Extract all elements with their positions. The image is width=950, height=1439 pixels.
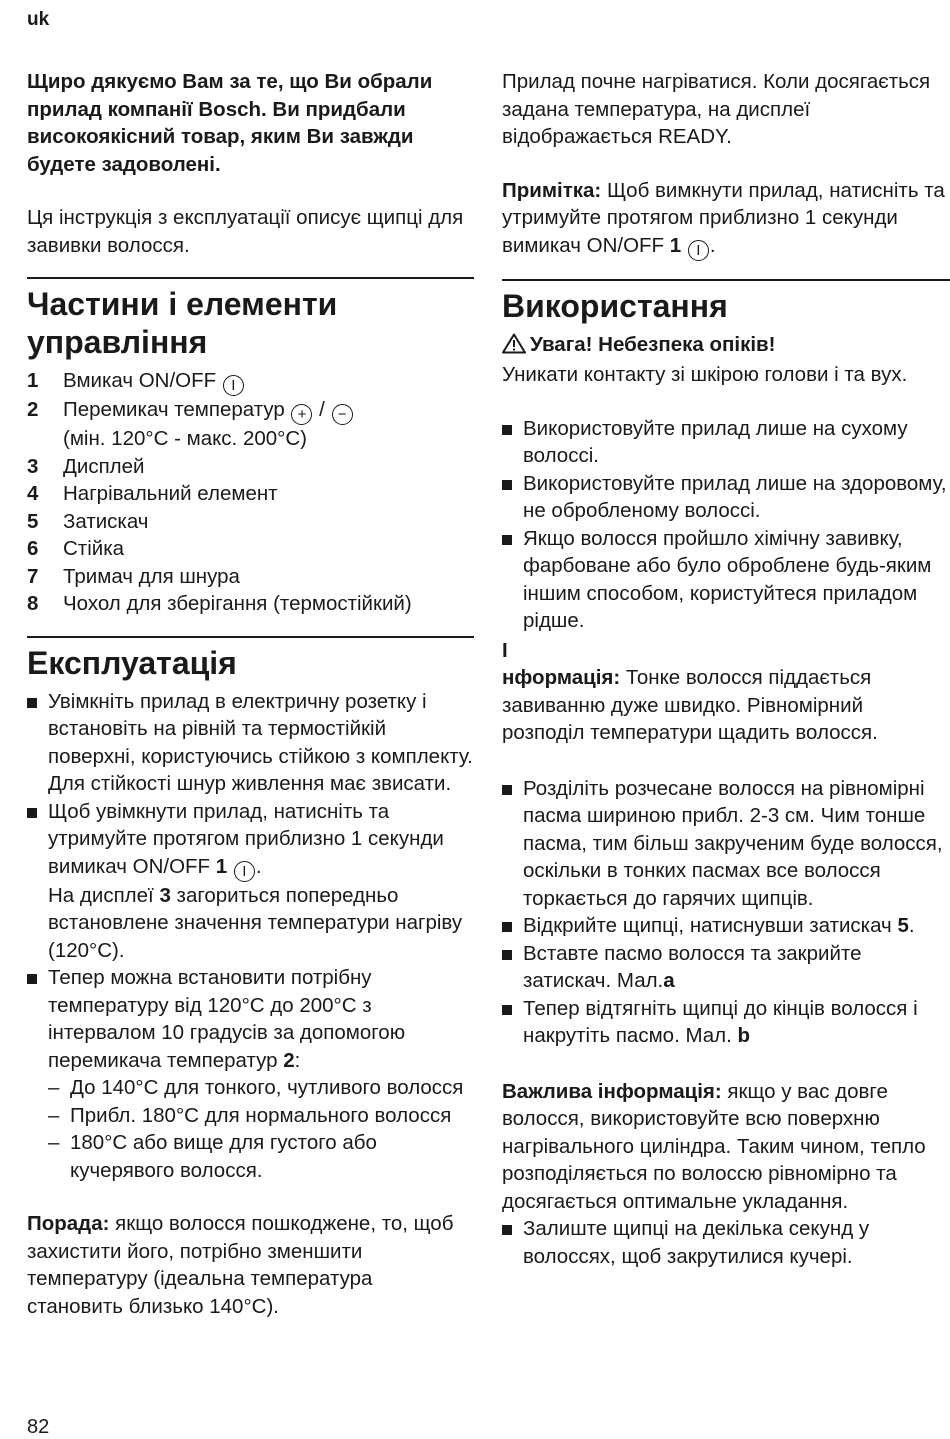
item-text: Затискач <box>63 509 149 533</box>
list-item: Щоб увімкнути прилад, натисніть та утримуйте протягом приблизно 1 секунди вимикач ON/OFF 1 I . На дисплеї 3 загориться попередньо встановлене значення температури нагріву (120°C). <box>27 798 474 965</box>
temperature-list <box>48 1074 474 1184</box>
minus-icon: − <box>332 404 353 425</box>
power-icon: I <box>234 861 255 882</box>
list-item <box>502 995 950 1050</box>
note-label: Примітка: <box>502 178 602 202</box>
section-divider <box>27 636 474 638</box>
power-icon: I <box>223 375 244 396</box>
section-divider <box>502 279 950 281</box>
item-number: 1 <box>669 233 682 257</box>
list-item: Тепер можна встановити потрібну температуру від 120°C до 200°C з інтервалом 10 градусів за допомогою перемикача температур 2: – До 140°C для тонкого, чутливого волосся – Прибл. 180°C для нормального волосся – 180°C або вище для густого або кучерявого волосся. <box>27 964 474 1184</box>
list-item: Якщо волосся пройшло хімічну завивку, фарбоване або було оброблене будь-яким іншим способом, користуйтеся приладом рідше. <box>502 525 950 635</box>
item-text: Стійка <box>63 537 125 560</box>
warning-icon <box>502 333 526 362</box>
item-number: 3 <box>27 454 39 478</box>
plus-icon: + <box>291 404 312 425</box>
list-item: Розділіть розчесане волосся на рівномірні пасма шириною прибл. 2-3 см. Чим тонше пасма, тим більш закрученим буде волосся, оскільки в тонких пасмах все волосся торкається до гарячих щипців. <box>502 775 950 913</box>
steps-list <box>502 775 950 1050</box>
left-column <box>27 68 474 1320</box>
item-number: 1 <box>27 369 39 392</box>
item-number: 6 <box>27 537 39 560</box>
list-item <box>27 563 474 591</box>
list-item <box>27 508 474 536</box>
info-label: нформація: <box>502 666 621 689</box>
important-paragraph <box>502 1078 950 1216</box>
item-text: Тепер відтягніть щипці до кінців волосся і накрутіть пасмо. Мал. <box>523 996 918 1047</box>
item-text: Тепер можна встановити потрібну температуру від 120°C до 200°C з інтервалом 10 градусів за допомогою перемикача температур <box>48 966 406 1072</box>
language-code: uk <box>27 9 50 30</box>
info-text: Тонке волосся піддається завиванню дуже швидко. Рівномірний розподіл температури щадить волосся. <box>502 666 878 744</box>
heating-paragraph: Прилад почне нагріватися. Коли досягається задана температура, на дисплеї відображається READY. <box>502 70 931 148</box>
item-text: Вмикач ON/OFF <box>63 369 217 392</box>
parts-list <box>27 367 474 618</box>
final-list <box>502 1215 950 1270</box>
usage-heading: Використання <box>502 287 728 324</box>
list-item: – 180°C або вище для густого або кучерявого волосся. <box>48 1129 474 1184</box>
item-text: Увімкніть прилад в електричну розетку і встановіть на рівній та термостійкій поверхні, користуючись стійкою з комплекту. Для стійкості шнур живлення має звисати. <box>48 689 473 795</box>
info-letter: І <box>502 638 508 662</box>
power-icon: I <box>688 240 709 261</box>
item-text: загориться попередньо встановлене значення температури нагріву (120°C). <box>48 883 463 962</box>
ready-text: READY <box>658 125 727 148</box>
list-item: – До 140°C для тонкого, чутливого волосся <box>48 1074 474 1102</box>
list-item <box>27 535 474 563</box>
note-text: Щоб вимкнути прилад, натисніть та утримуйте протягом приблизно 1 секунди вимикач ON/OFF <box>502 178 945 257</box>
list-item: Використовуйте прилад лише на сухому волоссі. <box>502 415 950 470</box>
list-item <box>27 453 474 481</box>
warning-title: Увага! Небезпека опіків! <box>530 332 776 356</box>
heating-text: Прилад почне нагріватися. Коли досягається задана температура, на дисплеї відображається <box>502 70 931 148</box>
list-item: Використовуйте прилад лише на здоровому, не обробленому волоссі. <box>502 470 950 525</box>
intro-description: Ця інструкція з експлуатації описує щипці для завивки волосся. <box>27 206 464 257</box>
intro-text: Щиро дякуємо Вам за те, що Ви обрали прилад компанії Bosch. Ви придбали високоякісний товар, яким Ви завжди будете задоволені. <box>27 70 433 176</box>
section-divider <box>27 277 474 279</box>
item-text: Перемикач температур <box>63 398 285 421</box>
warning-title-line <box>502 331 950 362</box>
list-item <box>27 367 474 396</box>
item-number: 4 <box>27 482 39 505</box>
important-text: якщо у вас довге волосся, використовуйте всю поверхню нагрівального циліндра. Таким чином, тепло розподіляється по волоссю рівномірно та досягається оптимальне укладання. <box>502 1079 926 1213</box>
item-number: a <box>663 969 675 992</box>
item-number: 8 <box>27 592 39 615</box>
list-item: Залиште щипці на декілька секунд у волоссях, щоб закрутилися кучері. <box>502 1215 950 1270</box>
item-number: b <box>737 1024 751 1047</box>
item-text: Щоб увімкнути прилад, натисніть та утримуйте протягом приблизно 1 секунди вимикач ON/OFF <box>48 799 444 878</box>
list-item <box>27 688 474 798</box>
warning-text: Уникати контакту зі шкірою голови і та вух. <box>502 363 908 386</box>
item-number: 7 <box>27 564 39 588</box>
item-number: 2 <box>283 1048 295 1072</box>
tip-text: якщо волосся пошкоджене, то, щоб захистити його, потрібно зменшити температуру (ідеальна температура становить близько 140°C). <box>27 1212 454 1318</box>
right-column <box>502 68 950 1270</box>
item-number: 5 <box>897 914 909 937</box>
usage-list <box>502 415 950 635</box>
item-text: Вставте пасмо волосся та закрийте затискач. Мал. <box>523 941 862 992</box>
item-number: 3 <box>159 883 171 907</box>
operation-heading: Експлуатація <box>27 644 237 681</box>
tip-paragraph <box>27 1210 474 1320</box>
page-number: 82 <box>27 1416 50 1438</box>
important-label: Важлива інформація: <box>502 1079 722 1103</box>
item-number: 1 <box>215 854 228 878</box>
operation-list <box>27 688 474 1185</box>
info-paragraph <box>502 664 950 747</box>
item-text: (мін. 120°C - макс. 200°C) <box>63 427 307 450</box>
item-number: 5 <box>27 509 39 533</box>
list-item <box>27 480 474 508</box>
item-text: Чохол для зберігання (термостійкий) <box>63 592 412 615</box>
item-number: 2 <box>27 398 39 421</box>
list-item: 2 Перемикач температур + / − (мін. 120°C - макс. 200°C) <box>27 396 474 453</box>
item-text: На дисплеї <box>48 883 154 907</box>
parts-heading: Частини і елементи управління <box>27 286 338 360</box>
list-item: Відкрийте щипці, натиснувши затискач 5. <box>502 912 950 940</box>
item-text: Дисплей <box>63 454 145 478</box>
tip-label: Порада: <box>27 1212 110 1235</box>
note-paragraph: Примітка: Щоб вимкнути прилад, натисніть та утримуйте протягом приблизно 1 секунди вимикач ON/OFF 1 I . <box>502 178 945 259</box>
list-item: – Прибл. 180°C для нормального волосся <box>48 1102 474 1130</box>
list-item <box>27 590 474 618</box>
item-text: Тримач для шнура <box>63 564 240 588</box>
list-item <box>502 940 950 995</box>
item-text: Відкрийте щипці, натиснувши затискач <box>523 914 892 937</box>
item-text: Нагрівальний елемент <box>63 482 278 505</box>
